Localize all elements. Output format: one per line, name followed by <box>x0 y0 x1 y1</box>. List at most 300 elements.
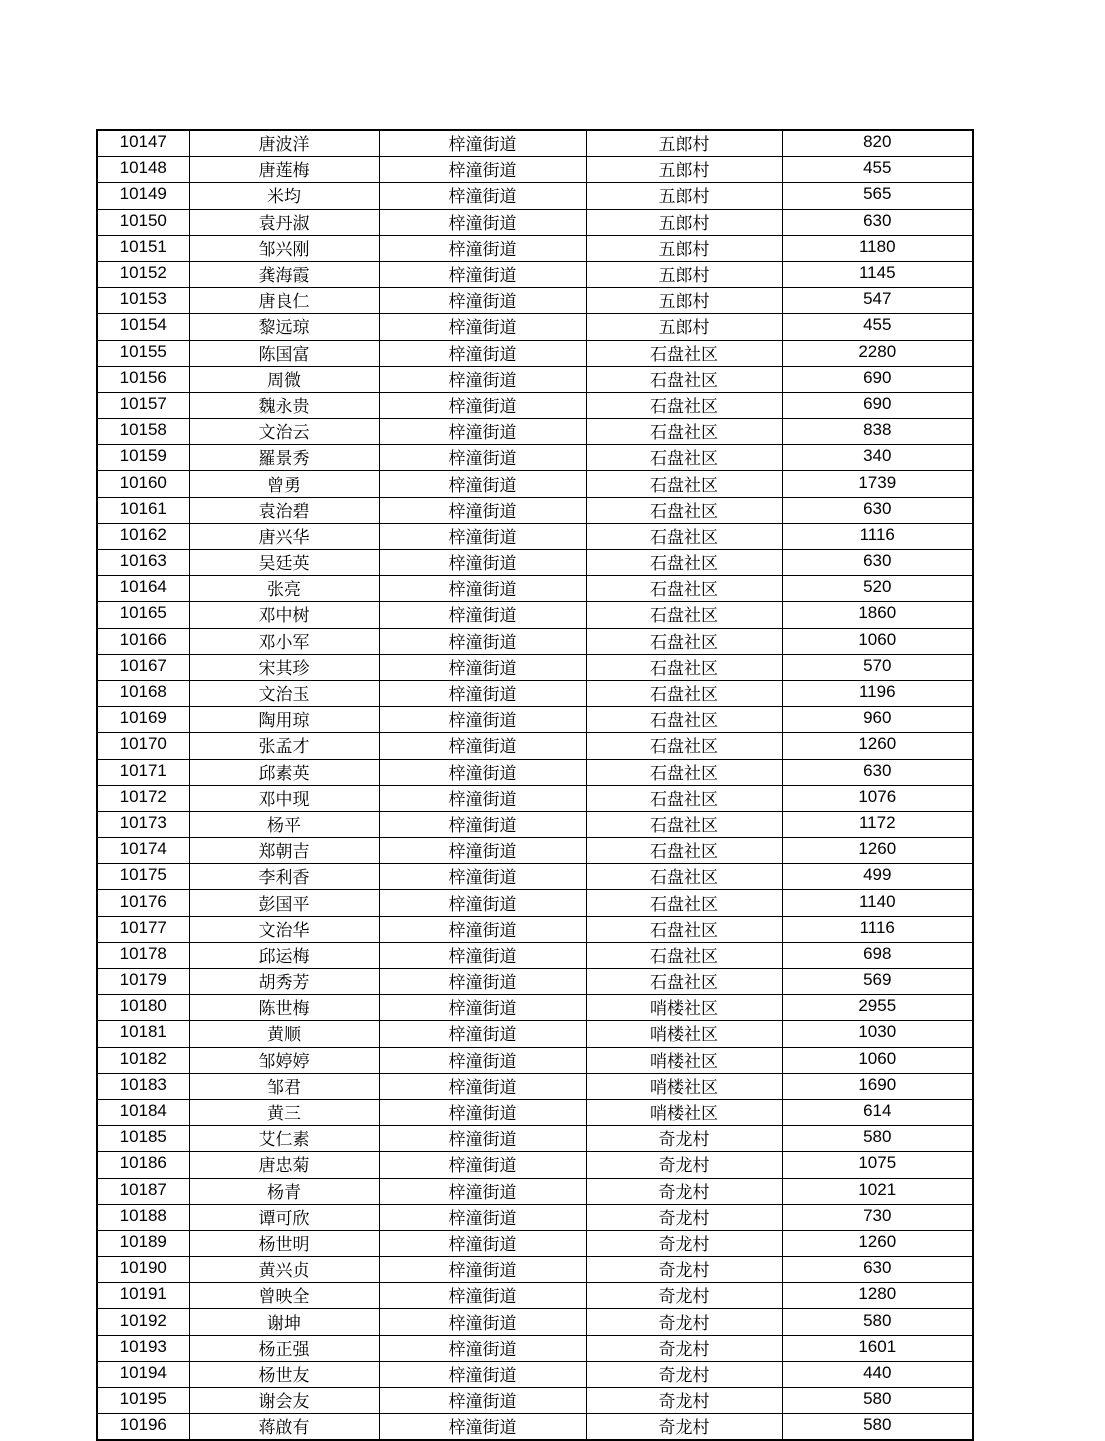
amount-cell: 690 <box>782 366 973 392</box>
id-cell: 10194 <box>97 1361 189 1387</box>
street-cell: 梓潼街道 <box>379 1230 586 1256</box>
table-row <box>97 916 973 942</box>
name-cell: 李利香 <box>189 864 379 890</box>
data-table <box>96 129 974 1441</box>
table-row <box>97 628 973 654</box>
street-cell: 梓潼街道 <box>379 995 586 1021</box>
street-cell: 梓潼街道 <box>379 183 586 209</box>
name-cell: 杨世友 <box>189 1361 379 1387</box>
community-cell: 石盘社区 <box>586 628 782 654</box>
street-cell: 梓潼街道 <box>379 1388 586 1414</box>
community-cell: 石盘社区 <box>586 759 782 785</box>
table-row <box>97 523 973 549</box>
id-cell: 10155 <box>97 340 189 366</box>
amount-cell: 1172 <box>782 811 973 837</box>
table-row <box>97 759 973 785</box>
table-row <box>97 497 973 523</box>
table-row <box>97 1414 973 1441</box>
street-cell: 梓潼街道 <box>379 680 586 706</box>
community-cell: 奇龙村 <box>586 1335 782 1361</box>
community-cell: 石盘社区 <box>586 550 782 576</box>
table-row <box>97 680 973 706</box>
amount-cell: 1860 <box>782 602 973 628</box>
table-row <box>97 811 973 837</box>
street-cell: 梓潼街道 <box>379 340 586 366</box>
amount-cell: 630 <box>782 550 973 576</box>
table-row <box>97 890 973 916</box>
name-cell: 唐良仁 <box>189 288 379 314</box>
community-cell: 石盘社区 <box>586 916 782 942</box>
name-cell: 陈国富 <box>189 340 379 366</box>
table-row <box>97 550 973 576</box>
table-row <box>97 707 973 733</box>
street-cell: 梓潼街道 <box>379 942 586 968</box>
name-cell: 宋其珍 <box>189 654 379 680</box>
name-cell: 杨平 <box>189 811 379 837</box>
community-cell: 石盘社区 <box>586 497 782 523</box>
name-cell: 黄顺 <box>189 1021 379 1047</box>
id-cell: 10184 <box>97 1099 189 1125</box>
community-cell: 石盘社区 <box>586 576 782 602</box>
name-cell: 陈世梅 <box>189 995 379 1021</box>
table-row <box>97 1309 973 1335</box>
id-cell: 10147 <box>97 130 189 157</box>
table-row <box>97 1178 973 1204</box>
amount-cell: 455 <box>782 314 973 340</box>
street-cell: 梓潼街道 <box>379 235 586 261</box>
name-cell: 胡秀芳 <box>189 969 379 995</box>
name-cell: 唐兴华 <box>189 523 379 549</box>
amount-cell: 1739 <box>782 471 973 497</box>
id-cell: 10193 <box>97 1335 189 1361</box>
table-row <box>97 1388 973 1414</box>
name-cell: 文治云 <box>189 419 379 445</box>
table-row <box>97 1152 973 1178</box>
table-row <box>97 733 973 759</box>
name-cell: 周微 <box>189 366 379 392</box>
community-cell: 石盘社区 <box>586 890 782 916</box>
table-row <box>97 1126 973 1152</box>
amount-cell: 440 <box>782 1361 973 1387</box>
name-cell: 黄三 <box>189 1099 379 1125</box>
table-row <box>97 261 973 287</box>
community-cell: 石盘社区 <box>586 523 782 549</box>
name-cell: 彭国平 <box>189 890 379 916</box>
name-cell: 袁丹淑 <box>189 209 379 235</box>
id-cell: 10169 <box>97 707 189 733</box>
table-row <box>97 1230 973 1256</box>
amount-cell: 580 <box>782 1126 973 1152</box>
table-row <box>97 1073 973 1099</box>
community-cell: 五郎村 <box>586 183 782 209</box>
table-row <box>97 1283 973 1309</box>
name-cell: 邱运梅 <box>189 942 379 968</box>
amount-cell: 1280 <box>782 1283 973 1309</box>
name-cell: 谢坤 <box>189 1309 379 1335</box>
id-cell: 10189 <box>97 1230 189 1256</box>
name-cell: 蒋啟有 <box>189 1414 379 1441</box>
amount-cell: 630 <box>782 209 973 235</box>
street-cell: 梓潼街道 <box>379 1073 586 1099</box>
amount-cell: 1075 <box>782 1152 973 1178</box>
name-cell: 邓小军 <box>189 628 379 654</box>
name-cell: 唐忠菊 <box>189 1152 379 1178</box>
name-cell: 邹兴刚 <box>189 235 379 261</box>
table-row <box>97 1335 973 1361</box>
community-cell: 奇龙村 <box>586 1204 782 1230</box>
amount-cell: 2280 <box>782 340 973 366</box>
id-cell: 10164 <box>97 576 189 602</box>
amount-cell: 1030 <box>782 1021 973 1047</box>
table-row <box>97 288 973 314</box>
table-row <box>97 209 973 235</box>
community-cell: 石盘社区 <box>586 733 782 759</box>
community-cell: 哨楼社区 <box>586 995 782 1021</box>
street-cell: 梓潼街道 <box>379 366 586 392</box>
community-cell: 石盘社区 <box>586 471 782 497</box>
amount-cell: 499 <box>782 864 973 890</box>
name-cell: 袁治碧 <box>189 497 379 523</box>
amount-cell: 580 <box>782 1388 973 1414</box>
name-cell: 文治华 <box>189 916 379 942</box>
table-row <box>97 1047 973 1073</box>
street-cell: 梓潼街道 <box>379 890 586 916</box>
id-cell: 10182 <box>97 1047 189 1073</box>
table-row <box>97 576 973 602</box>
id-cell: 10174 <box>97 838 189 864</box>
street-cell: 梓潼街道 <box>379 209 586 235</box>
name-cell: 谢会友 <box>189 1388 379 1414</box>
street-cell: 梓潼街道 <box>379 785 586 811</box>
street-cell: 梓潼街道 <box>379 471 586 497</box>
table-row <box>97 654 973 680</box>
amount-cell: 570 <box>782 654 973 680</box>
id-cell: 10185 <box>97 1126 189 1152</box>
table-row <box>97 1361 973 1387</box>
amount-cell: 614 <box>782 1099 973 1125</box>
amount-cell: 1196 <box>782 680 973 706</box>
id-cell: 10171 <box>97 759 189 785</box>
street-cell: 梓潼街道 <box>379 576 586 602</box>
community-cell: 石盘社区 <box>586 707 782 733</box>
id-cell: 10192 <box>97 1309 189 1335</box>
street-cell: 梓潼街道 <box>379 969 586 995</box>
id-cell: 10148 <box>97 157 189 183</box>
name-cell: 邹君 <box>189 1073 379 1099</box>
community-cell: 奇龙村 <box>586 1361 782 1387</box>
street-cell: 梓潼街道 <box>379 1257 586 1283</box>
community-cell: 石盘社区 <box>586 864 782 890</box>
amount-cell: 565 <box>782 183 973 209</box>
id-cell: 10168 <box>97 680 189 706</box>
community-cell: 石盘社区 <box>586 419 782 445</box>
name-cell: 邱素英 <box>189 759 379 785</box>
street-cell: 梓潼街道 <box>379 1361 586 1387</box>
table-row <box>97 392 973 418</box>
name-cell: 黎远琼 <box>189 314 379 340</box>
id-cell: 10170 <box>97 733 189 759</box>
table-body <box>97 130 973 1440</box>
id-cell: 10165 <box>97 602 189 628</box>
street-cell: 梓潼街道 <box>379 1126 586 1152</box>
id-cell: 10183 <box>97 1073 189 1099</box>
table-row <box>97 1257 973 1283</box>
community-cell: 五郎村 <box>586 288 782 314</box>
table-row <box>97 235 973 261</box>
id-cell: 10186 <box>97 1152 189 1178</box>
street-cell: 梓潼街道 <box>379 916 586 942</box>
street-cell: 梓潼街道 <box>379 838 586 864</box>
community-cell: 石盘社区 <box>586 680 782 706</box>
amount-cell: 2955 <box>782 995 973 1021</box>
amount-cell: 1116 <box>782 523 973 549</box>
name-cell: 谭可欣 <box>189 1204 379 1230</box>
street-cell: 梓潼街道 <box>379 157 586 183</box>
id-cell: 10172 <box>97 785 189 811</box>
table-row <box>97 445 973 471</box>
community-cell: 石盘社区 <box>586 366 782 392</box>
id-cell: 10188 <box>97 1204 189 1230</box>
amount-cell: 520 <box>782 576 973 602</box>
name-cell: 邹婷婷 <box>189 1047 379 1073</box>
table-row <box>97 471 973 497</box>
table-row <box>97 785 973 811</box>
community-cell: 石盘社区 <box>586 942 782 968</box>
amount-cell: 340 <box>782 445 973 471</box>
street-cell: 梓潼街道 <box>379 811 586 837</box>
name-cell: 杨青 <box>189 1178 379 1204</box>
street-cell: 梓潼街道 <box>379 1178 586 1204</box>
table-row <box>97 1099 973 1125</box>
table-row <box>97 157 973 183</box>
community-cell: 奇龙村 <box>586 1152 782 1178</box>
id-cell: 10181 <box>97 1021 189 1047</box>
name-cell: 曾映全 <box>189 1283 379 1309</box>
table-row <box>97 602 973 628</box>
community-cell: 奇龙村 <box>586 1178 782 1204</box>
street-cell: 梓潼街道 <box>379 523 586 549</box>
street-cell: 梓潼街道 <box>379 130 586 157</box>
community-cell: 石盘社区 <box>586 969 782 995</box>
amount-cell: 580 <box>782 1414 973 1441</box>
street-cell: 梓潼街道 <box>379 445 586 471</box>
id-cell: 10162 <box>97 523 189 549</box>
community-cell: 五郎村 <box>586 235 782 261</box>
id-cell: 10163 <box>97 550 189 576</box>
street-cell: 梓潼街道 <box>379 314 586 340</box>
amount-cell: 838 <box>782 419 973 445</box>
street-cell: 梓潼街道 <box>379 1021 586 1047</box>
id-cell: 10152 <box>97 261 189 287</box>
amount-cell: 820 <box>782 130 973 157</box>
street-cell: 梓潼街道 <box>379 707 586 733</box>
name-cell: 艾仁素 <box>189 1126 379 1152</box>
table-row <box>97 1204 973 1230</box>
id-cell: 10175 <box>97 864 189 890</box>
street-cell: 梓潼街道 <box>379 602 586 628</box>
id-cell: 10195 <box>97 1388 189 1414</box>
name-cell: 唐波洋 <box>189 130 379 157</box>
amount-cell: 1260 <box>782 733 973 759</box>
community-cell: 石盘社区 <box>586 602 782 628</box>
name-cell: 黄兴贞 <box>189 1257 379 1283</box>
amount-cell: 960 <box>782 707 973 733</box>
amount-cell: 1601 <box>782 1335 973 1361</box>
id-cell: 10161 <box>97 497 189 523</box>
community-cell: 哨楼社区 <box>586 1047 782 1073</box>
street-cell: 梓潼街道 <box>379 1283 586 1309</box>
street-cell: 梓潼街道 <box>379 1099 586 1125</box>
street-cell: 梓潼街道 <box>379 550 586 576</box>
name-cell: 郑朝吉 <box>189 838 379 864</box>
community-cell: 五郎村 <box>586 261 782 287</box>
amount-cell: 1116 <box>782 916 973 942</box>
amount-cell: 1060 <box>782 628 973 654</box>
street-cell: 梓潼街道 <box>379 261 586 287</box>
community-cell: 奇龙村 <box>586 1257 782 1283</box>
amount-cell: 455 <box>782 157 973 183</box>
amount-cell: 1145 <box>782 261 973 287</box>
community-cell: 奇龙村 <box>586 1283 782 1309</box>
table-row <box>97 969 973 995</box>
name-cell: 羅景秀 <box>189 445 379 471</box>
street-cell: 梓潼街道 <box>379 628 586 654</box>
community-cell: 奇龙村 <box>586 1388 782 1414</box>
name-cell: 陶用琼 <box>189 707 379 733</box>
community-cell: 石盘社区 <box>586 445 782 471</box>
community-cell: 石盘社区 <box>586 392 782 418</box>
community-cell: 奇龙村 <box>586 1230 782 1256</box>
amount-cell: 580 <box>782 1309 973 1335</box>
community-cell: 石盘社区 <box>586 340 782 366</box>
amount-cell: 630 <box>782 1257 973 1283</box>
name-cell: 唐莲梅 <box>189 157 379 183</box>
street-cell: 梓潼街道 <box>379 288 586 314</box>
community-cell: 石盘社区 <box>586 811 782 837</box>
table-row <box>97 366 973 392</box>
id-cell: 10178 <box>97 942 189 968</box>
table-row <box>97 864 973 890</box>
amount-cell: 1060 <box>782 1047 973 1073</box>
id-cell: 10160 <box>97 471 189 497</box>
id-cell: 10157 <box>97 392 189 418</box>
id-cell: 10158 <box>97 419 189 445</box>
street-cell: 梓潼街道 <box>379 392 586 418</box>
community-cell: 五郎村 <box>586 157 782 183</box>
street-cell: 梓潼街道 <box>379 1414 586 1441</box>
amount-cell: 1690 <box>782 1073 973 1099</box>
name-cell: 文治玉 <box>189 680 379 706</box>
community-cell: 奇龙村 <box>586 1126 782 1152</box>
street-cell: 梓潼街道 <box>379 1204 586 1230</box>
community-cell: 五郎村 <box>586 130 782 157</box>
id-cell: 10166 <box>97 628 189 654</box>
id-cell: 10167 <box>97 654 189 680</box>
name-cell: 龚海霞 <box>189 261 379 287</box>
name-cell: 曾勇 <box>189 471 379 497</box>
amount-cell: 1260 <box>782 1230 973 1256</box>
community-cell: 石盘社区 <box>586 654 782 680</box>
amount-cell: 698 <box>782 942 973 968</box>
id-cell: 10150 <box>97 209 189 235</box>
street-cell: 梓潼街道 <box>379 1152 586 1178</box>
id-cell: 10156 <box>97 366 189 392</box>
table-row <box>97 942 973 968</box>
community-cell: 五郎村 <box>586 314 782 340</box>
street-cell: 梓潼街道 <box>379 1047 586 1073</box>
amount-cell: 1140 <box>782 890 973 916</box>
name-cell: 杨世明 <box>189 1230 379 1256</box>
street-cell: 梓潼街道 <box>379 497 586 523</box>
table-row <box>97 314 973 340</box>
id-cell: 10179 <box>97 969 189 995</box>
id-cell: 10154 <box>97 314 189 340</box>
name-cell: 张亮 <box>189 576 379 602</box>
id-cell: 10190 <box>97 1257 189 1283</box>
table-row <box>97 419 973 445</box>
community-cell: 石盘社区 <box>586 785 782 811</box>
table-row <box>97 995 973 1021</box>
table-row <box>97 130 973 157</box>
name-cell: 邓中树 <box>189 602 379 628</box>
community-cell: 石盘社区 <box>586 838 782 864</box>
id-cell: 10191 <box>97 1283 189 1309</box>
street-cell: 梓潼街道 <box>379 733 586 759</box>
community-cell: 哨楼社区 <box>586 1021 782 1047</box>
amount-cell: 1180 <box>782 235 973 261</box>
table-row <box>97 1021 973 1047</box>
name-cell: 米均 <box>189 183 379 209</box>
name-cell: 杨正强 <box>189 1335 379 1361</box>
street-cell: 梓潼街道 <box>379 1309 586 1335</box>
amount-cell: 547 <box>782 288 973 314</box>
street-cell: 梓潼街道 <box>379 1335 586 1361</box>
id-cell: 10196 <box>97 1414 189 1441</box>
amount-cell: 690 <box>782 392 973 418</box>
community-cell: 奇龙村 <box>586 1414 782 1441</box>
id-cell: 10173 <box>97 811 189 837</box>
community-cell: 奇龙村 <box>586 1309 782 1335</box>
street-cell: 梓潼街道 <box>379 864 586 890</box>
street-cell: 梓潼街道 <box>379 419 586 445</box>
name-cell: 吴廷英 <box>189 550 379 576</box>
table-row <box>97 183 973 209</box>
table-row <box>97 340 973 366</box>
id-cell: 10176 <box>97 890 189 916</box>
id-cell: 10153 <box>97 288 189 314</box>
amount-cell: 569 <box>782 969 973 995</box>
amount-cell: 730 <box>782 1204 973 1230</box>
name-cell: 邓中现 <box>189 785 379 811</box>
amount-cell: 1021 <box>782 1178 973 1204</box>
community-cell: 哨楼社区 <box>586 1099 782 1125</box>
amount-cell: 630 <box>782 497 973 523</box>
amount-cell: 1260 <box>782 838 973 864</box>
name-cell: 张孟才 <box>189 733 379 759</box>
street-cell: 梓潼街道 <box>379 654 586 680</box>
amount-cell: 1076 <box>782 785 973 811</box>
table-row <box>97 838 973 864</box>
id-cell: 10149 <box>97 183 189 209</box>
amount-cell: 630 <box>782 759 973 785</box>
id-cell: 10180 <box>97 995 189 1021</box>
id-cell: 10177 <box>97 916 189 942</box>
street-cell: 梓潼街道 <box>379 759 586 785</box>
name-cell: 魏永贵 <box>189 392 379 418</box>
community-cell: 五郎村 <box>586 209 782 235</box>
id-cell: 10151 <box>97 235 189 261</box>
community-cell: 哨楼社区 <box>586 1073 782 1099</box>
